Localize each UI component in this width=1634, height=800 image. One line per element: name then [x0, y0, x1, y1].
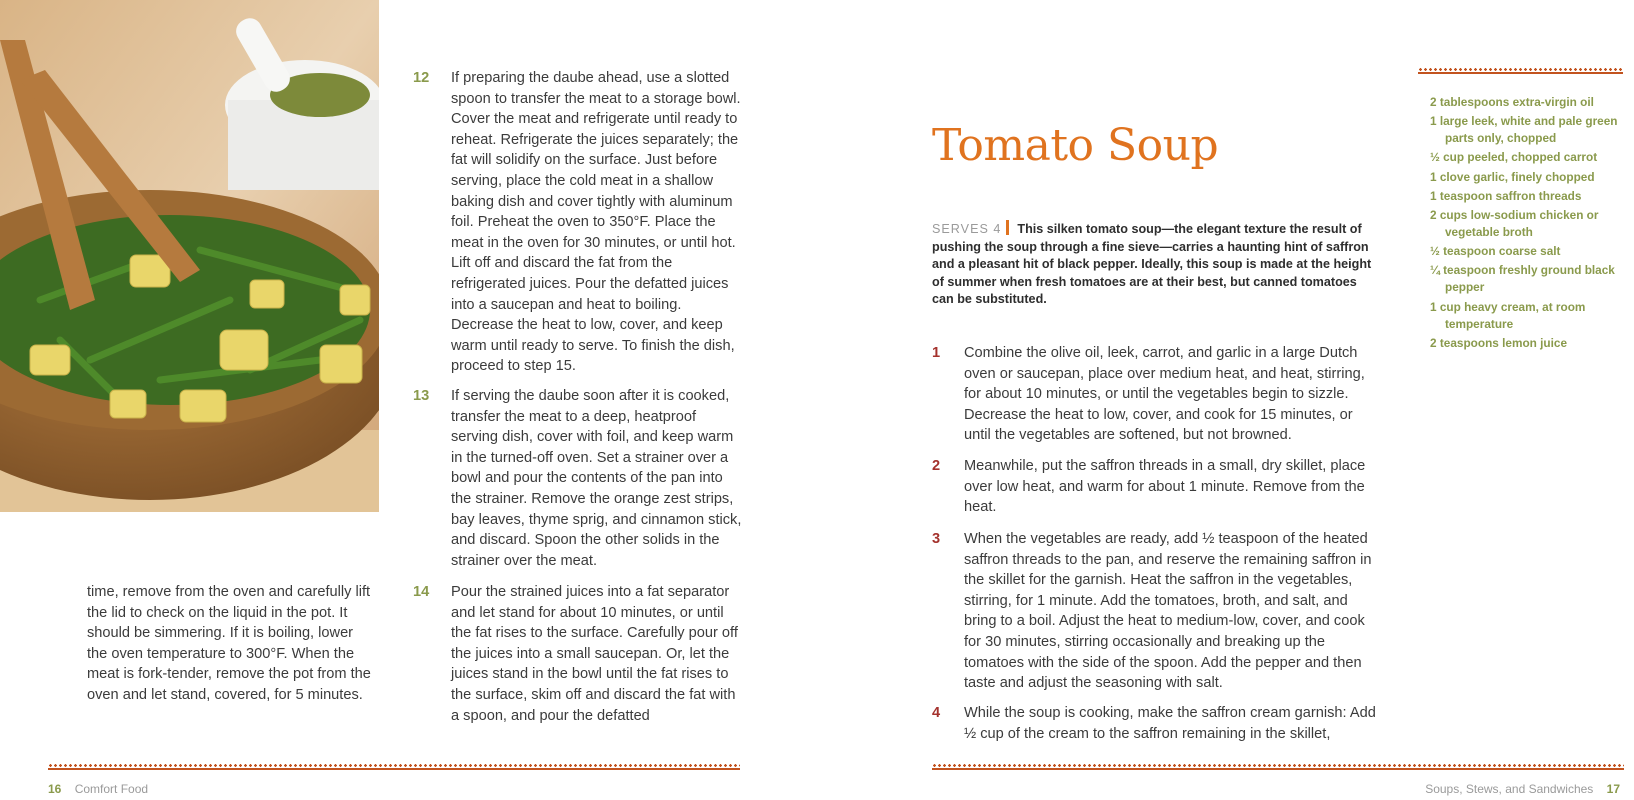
step-text: If serving the daube soon after it is cooked, transfer the meat to a deep, heatproof serving dish, cover with foil, and keep warm in the turned-off oven. Set a strainer over a bowl and pour the contents of the pan into the strainer. Remove the orange zest strips, bay leaves, thyme sprig, and cinnamon stick, and discard. Spoon the other solids in the strainer over the meat.: [451, 388, 742, 569]
step-text: Combine the olive oil, leek, carrot, and garlic in a large Dutch oven or saucepan, place over medium heat, and heat, stirring, for about 10 minutes, or until the vegetables begin to sizzle. Decrease the heat to low, cover, and cook for 15 minutes, or until the vegetables are softened, but not browned.: [964, 345, 1365, 444]
ingredient: 1 clove garlic, finely chopped: [1430, 169, 1595, 184]
ingredient: 1 teaspoon saffron threads: [1430, 188, 1582, 203]
salad-bowl-photo: [0, 0, 379, 512]
serves-label: SERVES 4: [932, 222, 1002, 236]
ingredient: 2 teaspoons lemon juice: [1430, 335, 1568, 350]
ingredient: ½ teaspoon coarse salt: [1430, 244, 1561, 259]
step-number: 12: [413, 70, 430, 86]
page-title: Tomato Soup: [932, 120, 1219, 171]
ingredient: 1 large leek, white and pale green parts only, chopped: [1430, 114, 1618, 146]
recipe-intro: [932, 220, 1372, 309]
ingredient: ¼ teaspoon freshly ground black pepper: [1430, 263, 1615, 295]
step-number: 13: [413, 388, 430, 404]
ingredient: 1 cup heavy cream, at room temperature: [1430, 299, 1586, 331]
right-footer: [1425, 782, 1620, 796]
step-number: 1: [932, 345, 941, 361]
ingredient: ½ cup peeled, chopped carrot: [1430, 150, 1598, 165]
separator-bar: [1006, 220, 1009, 235]
step-text: Meanwhile, put the saffron threads in a small, dry skillet, place over low heat, and warm for about 1 minute. Remove from the heat.: [964, 458, 1366, 516]
page-number: 16: [48, 782, 62, 796]
ingredient: 2 tablespoons extra-virgin oil: [1430, 95, 1594, 109]
footer-rule: [48, 764, 740, 770]
page-number: 17: [1606, 782, 1620, 796]
step-text: When the vegetables are ready, add ½ teaspoon of the heated saffron threads to the pan, and reserve the remaining saffron in the skillet for the garnish. Heat the saffron in the vegetables, stirring, for 1 minute. Add the tomatoes, broth, and salt, and bring to a boil. Adjust the heat to medium-low, cover, and cook for 30 minutes, stirring occasionally and breaking up the tomatoes with the side of the spoon. Add the pepper and then taste and adjust the seasoning with salt.: [964, 531, 1372, 692]
step-number: 2: [932, 458, 941, 474]
continuation-text: time, remove from the oven and carefully lift the lid to check on the liquid in the pot. It should be simmering. If it is boiling, lower the oven temperature to 300°F. When the meat is fork-tender, remove the pot from the oven and let stand, covered, for 5 minutes.: [87, 584, 371, 703]
step-number: 4: [932, 705, 941, 721]
ingredients-list: [1430, 94, 1634, 354]
left-footer: [48, 782, 148, 796]
footer-rule: [932, 764, 1624, 770]
step-text: While the soup is cooking, make the saffron cream garnish: Add ½ cup of the cream to the saffron remaining in the skillet,: [964, 705, 1376, 742]
ingredients-rule: [1418, 68, 1623, 74]
section-title: Soups, Stews, and Sandwiches: [1425, 782, 1594, 796]
step-text: Pour the strained juices into a fat separator and let stand for about 10 minutes, or until the fat rises to the surface. Carefully pour off the juices into a small saucepan. Or, let the juices stand in the bowl until the fat rises to the surface, skim off and discard the fat with a spoon, and pour the defatted: [451, 584, 738, 724]
intro-text: This silken tomato soup—the elegant texture the result of pushing the soup through a fine sieve—carries a haunting hint of saffron and a pleasant hit of black pepper. Ideally, this soup is made at the height of summer when fresh tomatoes are at their best, but canned tomatoes can be substituted.: [932, 222, 1372, 307]
step-text: If preparing the daube ahead, use a slotted spoon to transfer the meat to a storage bowl. Cover the meat and refrigerate until ready to reheat. Refrigerate the juices separately; the fat will solidify on the surface. Just before serving, place the cold meat in a shallow baking dish and cover tightly with aluminum foil. Preheat the oven to 350°F. Place the meat in the oven for 30 minutes, or until hot. Lift off and discard the fat from the refrigerated juices. Pour the defatted juices into a saucepan and heat to boiling. Decrease the heat to low, cover, and keep warm until ready to serve. To finish the dish, proceed to step 15.: [451, 70, 741, 375]
step-number: 3: [932, 531, 941, 547]
book-title: Comfort Food: [74, 782, 149, 796]
ingredient: 2 cups low-sodium chicken or vegetable broth: [1430, 207, 1599, 239]
step-number: 14: [413, 584, 430, 600]
